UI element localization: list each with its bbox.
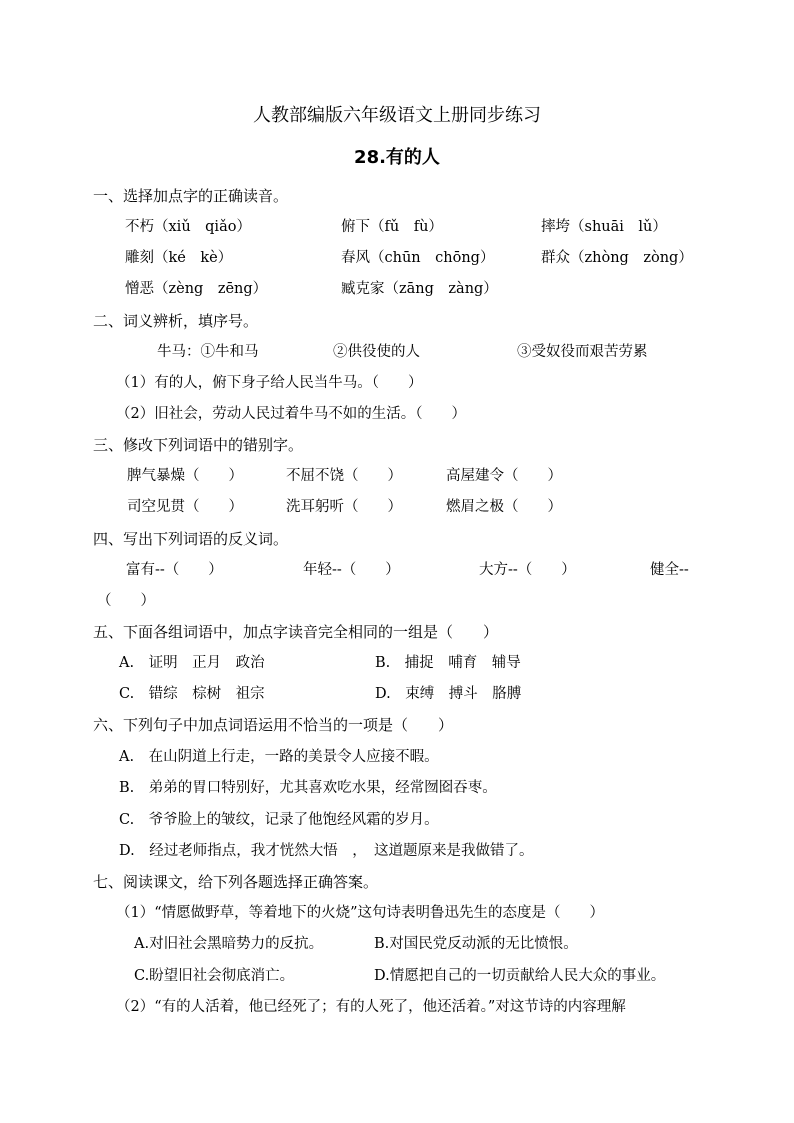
pinyin-item: 俯下（fǔ fù） <box>341 219 443 235</box>
antonym-item: 大方--（ ） <box>479 562 576 578</box>
pinyin-item: 群众（zhòng zòng） <box>541 250 693 266</box>
antonym-item: 健全-- <box>650 562 689 578</box>
option-b: B.对国民党反动派的无比愤恨。 <box>374 936 578 952</box>
section-6-heading: 六、下列句子中加点词语运用不恰当的一项是（ ） <box>93 716 454 734</box>
option-a: A. 在山阴道上行走，一路的美景令人应接不暇。 <box>119 749 439 765</box>
lesson-title: 28.有的人 <box>354 147 440 168</box>
option-c: C. 爷爷脸上的皱纹，记录了他饱经风霜的岁月。 <box>119 812 439 828</box>
typo-item: 燃眉之极（ ） <box>446 499 562 515</box>
typo-item: 高屋建令（ ） <box>446 468 562 484</box>
pinyin-item: 摔垮（shuāi lǔ） <box>541 219 667 235</box>
typo-item: 洗耳躬听（ ） <box>286 499 402 515</box>
definition-c: ③受奴役而艰苦劳累 <box>517 344 648 360</box>
question-7-1: （1）“情愿做野草，等着地下的火烧”这句诗表明鲁迅先生的态度是（ ） <box>116 905 605 921</box>
antonym-blank: （ ） <box>97 593 155 609</box>
option-b: B. 捕捉 哺育 辅导 <box>375 655 521 671</box>
antonym-item: 富有--（ ） <box>126 562 223 578</box>
question-7-2: （2）“有的人活着，他已经死了；有的人死了，他还活着。”对这节诗的内容理解 <box>116 999 626 1015</box>
section-1-heading: 一、选择加点字的正确读音。 <box>93 187 289 205</box>
section-4-heading: 四、写出下列词语的反义词。 <box>93 530 289 548</box>
typo-item: 不屈不饶（ ） <box>286 468 402 484</box>
definition-b: ②供役使的人 <box>333 344 420 360</box>
page-title: 人教部编版六年级语文上册同步练习 <box>253 105 541 126</box>
antonym-item: 年轻--（ ） <box>303 562 400 578</box>
typo-item: 司空见贯（ ） <box>127 499 243 515</box>
definition-a: 牛马：①牛和马 <box>157 344 259 360</box>
pinyin-item: 憎恶（zèng zēng） <box>125 281 268 297</box>
option-b: B. 弟弟的胃口特别好，尤其喜欢吃水果，经常囫囵吞枣。 <box>119 780 497 796</box>
option-c: C.盼望旧社会彻底消亡。 <box>134 968 295 984</box>
option-a: A. 证明 正月 政治 <box>119 655 265 671</box>
section-3-heading: 三、修改下列词语中的错别字。 <box>93 436 304 454</box>
pinyin-item: 不朽（xiǔ qiǎo） <box>125 219 251 235</box>
section-5-heading: 五、下面各组词语中，加点字读音完全相同的一组是（ ） <box>93 623 499 641</box>
option-a: A.对旧社会黑暗势力的反抗。 <box>134 936 324 952</box>
section-7-heading: 七、阅读课文，给下列各题选择正确答案。 <box>93 873 379 891</box>
typo-item: 脾气暴燥（ ） <box>127 468 243 484</box>
question-2-1: （1）有的人，俯下身子给人民当牛马。（ ） <box>116 375 423 391</box>
pinyin-item: 雕刻（ké kè） <box>125 250 233 266</box>
option-d: D. 经过老师指点，我才恍然大悟 ， 这道题原来是我做错了。 <box>119 843 534 859</box>
pinyin-item: 臧克家（zāng zàng） <box>341 281 498 297</box>
option-d: D. 束缚 搏斗 胳膊 <box>375 686 522 702</box>
option-d: D.情愿把自己的一切贡献给人民大众的事业。 <box>374 968 666 984</box>
option-c: C. 错综 棕树 祖宗 <box>119 686 265 702</box>
question-2-2: （2）旧社会，劳动人民过着牛马不如的生活。（ ） <box>116 406 466 422</box>
section-2-heading: 二、词义辨析，填序号。 <box>93 312 259 330</box>
pinyin-item: 春风（chūn chōng） <box>341 250 495 266</box>
